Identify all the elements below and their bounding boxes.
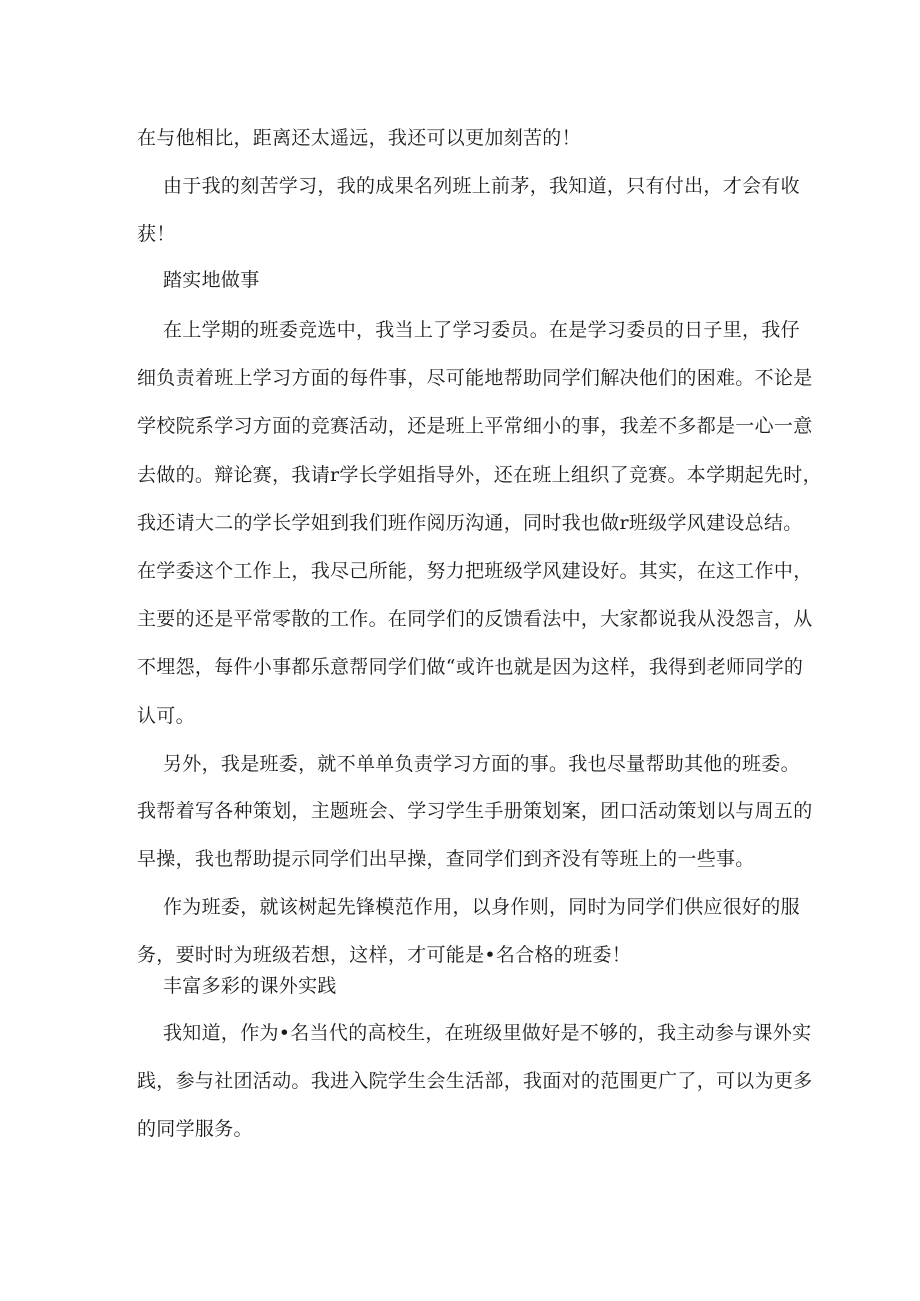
text-line: 由于我的刻苦学习，我的成果名列班上前茅，我知道，只有付出，才会有收 bbox=[163, 175, 800, 197]
text-line: 获！ bbox=[137, 223, 176, 245]
text-line: 在学委这个工作上，我尽己所能，努力把班级学风建设好。其实，在这工作中， bbox=[137, 560, 813, 582]
section-heading: 丰富多彩的课外实践 bbox=[163, 975, 337, 997]
text-line: 务，要时时为班级若想，这样，才可能是•名合格的班委！ bbox=[137, 944, 632, 966]
text-line: 我还请大二的学长学姐到我们班作阅历沟通，同时我也做r班级学风建设总结。 bbox=[137, 512, 803, 534]
text-line: 学校院系学习方面的竞赛活动，还是班上平常细小的事，我差不多都是一心一意 bbox=[137, 415, 813, 437]
text-line: 不埋怨，每件小事都乐意帮同学们做“或许也就是因为这样，我得到老师同学的 bbox=[137, 656, 804, 678]
text-line: 另外，我是班委，就不单单负责学习方面的事。我也尽量帮助其他的班委。 bbox=[163, 753, 800, 775]
text-line: 主要的还是平常零散的工作。在同学们的反馈看法中，大家都说我从没怨言，从 bbox=[137, 608, 813, 630]
text-line: 在与他相比，距离还太遥远，我还可以更加刻苦的！ bbox=[137, 127, 581, 149]
text-line: 我知道，作为•名当代的高校生，在班级里做好是不够的，我主动参与课外实 bbox=[163, 1022, 812, 1044]
text-line: 细负责着班上学习方面的每件事，尽可能地帮助同学们解决他们的困难。不论是 bbox=[137, 367, 813, 389]
text-line: 在上学期的班委竞选中，我当上了学习委员。在是学习委员的日子里，我仔 bbox=[163, 319, 800, 341]
text-line: 早操，我也帮助提示同学们出早操，查同学们到齐没有等班上的一些事。 bbox=[137, 848, 755, 870]
text-line: 的同学服务。 bbox=[137, 1118, 253, 1140]
text-line: 作为班委，就该树起先锋模范作用，以身作则，同时为同学们供应很好的服 bbox=[163, 896, 800, 918]
text-line: 认可。 bbox=[137, 705, 195, 727]
section-heading: 踏实地做事 bbox=[163, 269, 260, 291]
text-line: 去做的。辩论赛，我请r学长学姐指导外，还在班上组织了竞赛。本学期起先时， bbox=[137, 464, 822, 486]
text-line: 我帮着写各种策划，主题班会、学习学生手册策划案，团口活动策划以与周五的 bbox=[137, 800, 813, 822]
text-line: 践，参与社团活动。我进入院学生会生活部，我面对的范围更广了，可以为更多 bbox=[137, 1070, 813, 1092]
